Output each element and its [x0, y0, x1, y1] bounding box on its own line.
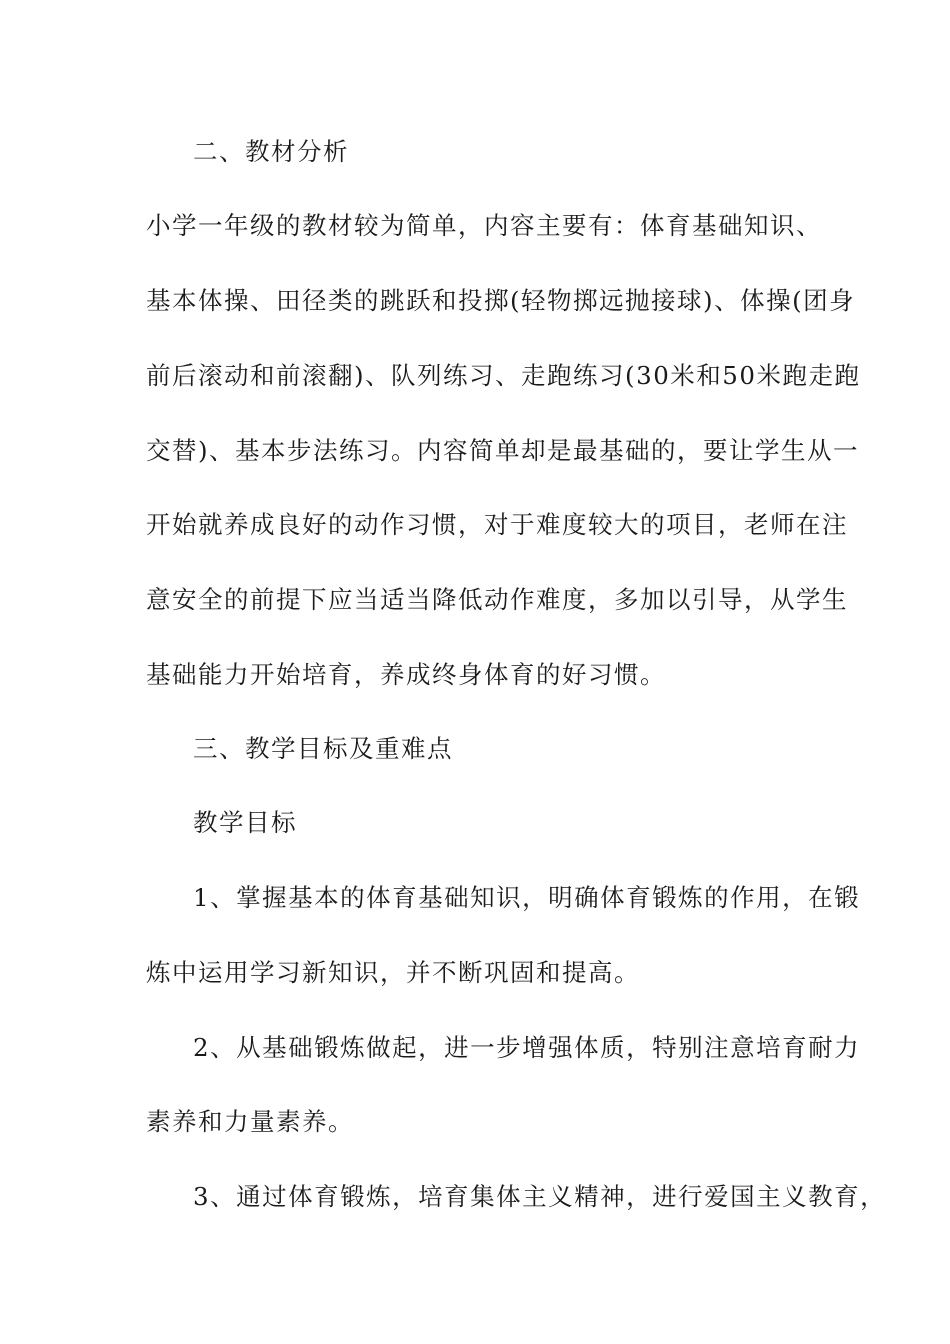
- paragraph-line: 基础能力开始培育，养成终身体育的好习惯。: [146, 660, 666, 689]
- goal-item-1-line: 炼中运用学习新知识，并不断巩固和提高。: [146, 958, 640, 987]
- goal-item-2-line: 2、从基础锻炼做起，进一步增强体质，特别注意培育耐力: [193, 1033, 861, 1062]
- goal-item-1-line: 1、掌握基本的体育基础知识，明确体育锻炼的作用，在锻: [193, 883, 861, 912]
- section-heading-teaching-objectives: 三、教学目标及重难点: [193, 734, 453, 763]
- paragraph-line: 前后滚动和前滚翻)、队列练习、走跑练习(30米和50米跑走跑: [146, 361, 861, 390]
- paragraph-line: 交替)、基本步法练习。内容简单却是最基础的，要让学生从一: [146, 436, 860, 465]
- goal-item-2-line: 素养和力量素养。: [146, 1107, 354, 1136]
- subheading-teaching-goals: 教学目标: [193, 808, 297, 837]
- paragraph-line: 意安全的前提下应当适当降低动作难度，多加以引导，从学生: [146, 585, 848, 614]
- paragraph-line: 开始就养成良好的动作习惯，对于难度较大的项目，老师在注: [146, 510, 848, 539]
- goal-item-3-line: 3、通过体育锻炼，培育集体主义精神，进行爱国主义教育，: [193, 1182, 887, 1211]
- paragraph-line: 小学一年级的教材较为简单，内容主要有：体育基础知识、: [146, 211, 822, 240]
- section-heading-textbook-analysis: 二、教材分析: [193, 137, 349, 166]
- paragraph-line: 基本体操、田径类的跳跃和投掷(轻物掷远抛接球)、体操(团身: [146, 286, 856, 315]
